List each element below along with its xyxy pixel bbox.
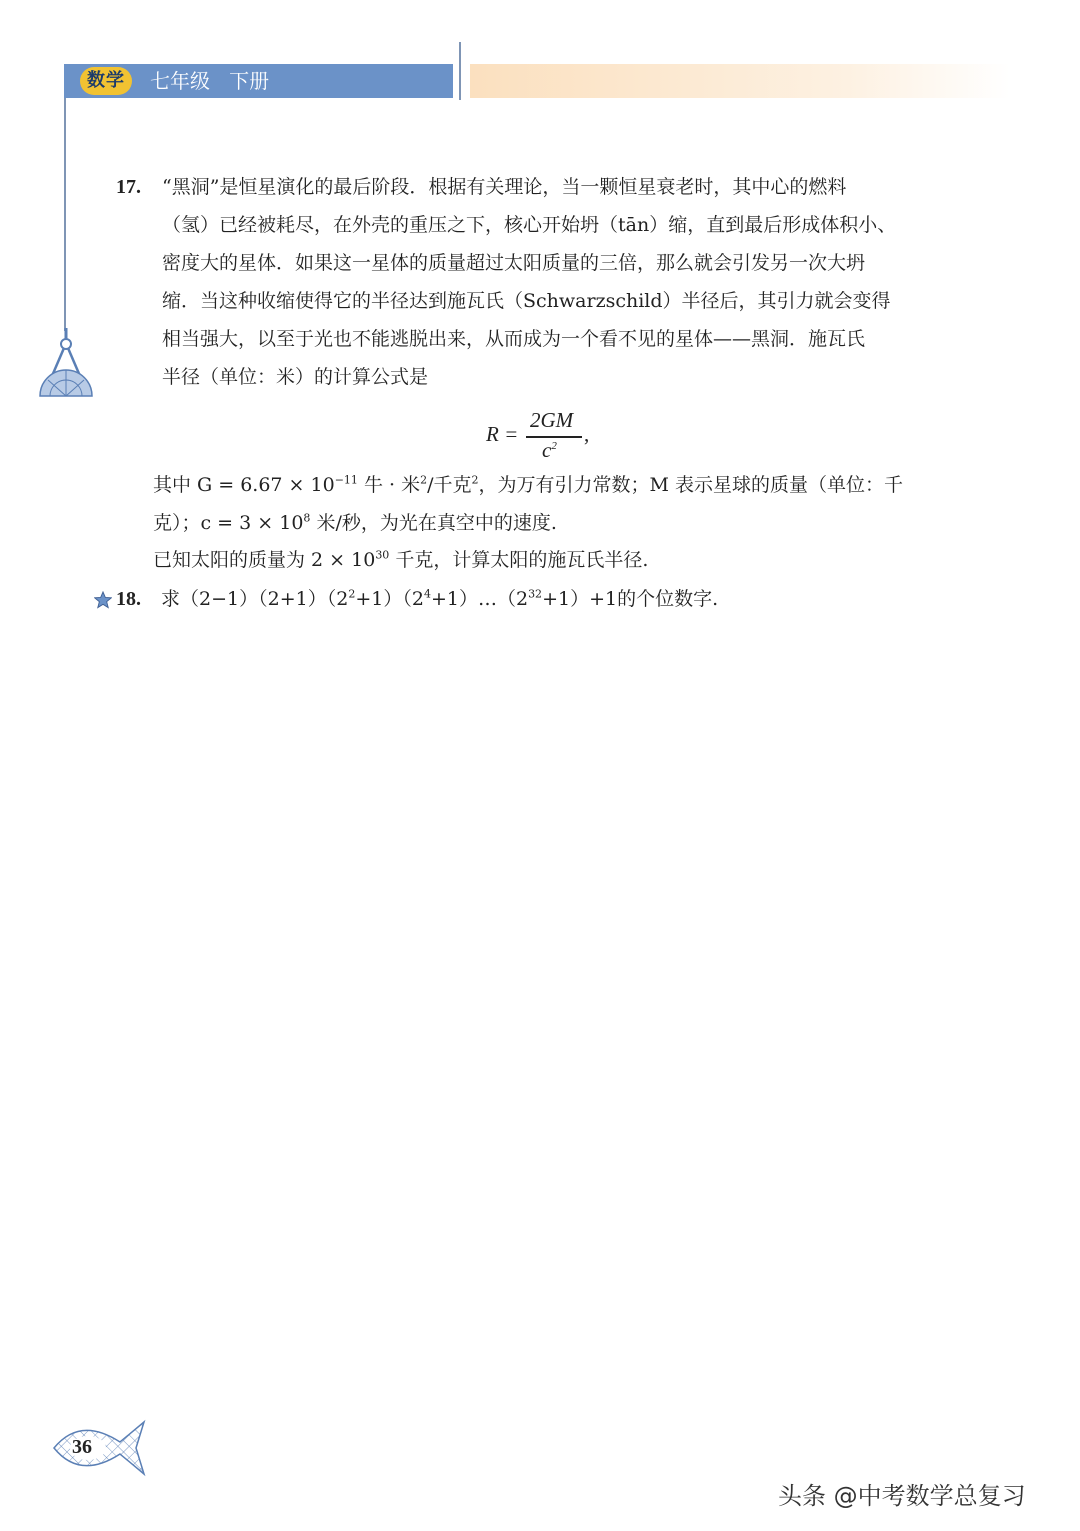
formula-numerator: 2GM [530, 408, 574, 432]
header-gradient-band [470, 64, 1010, 98]
problem-line: 相当强大，以至于光也不能逃脱出来，从而成为一个看不见的星体——黑洞．施瓦氏 [162, 328, 866, 350]
problem-text: 求$(2-1)(2+1)(2^2+1)(2^4+1)\dots(2^{32}+1)+1$的个位数字. [161, 587, 719, 610]
volume-label: 下册 [229, 69, 270, 93]
compass-protractor-icon [38, 326, 94, 398]
star-icon [94, 591, 112, 609]
problem-line: 缩．当这种收缩使得它的半径达到施瓦氏（Schwarzschild）半径后，其引力就会变得 [162, 290, 891, 312]
problem-number: 18. [116, 588, 141, 610]
formula-lhs: R = [486, 422, 519, 446]
problem-line: 密度大的星体．如果这一星体的质量超过太阳质量的三倍，那么就会引发另一次大坍 [162, 252, 866, 274]
problem-18 [116, 583, 718, 615]
watermark: 头条 @中考数学总复习 [778, 1482, 1026, 1510]
problem-line: 半径（单位：米）的计算公式是 [162, 366, 429, 388]
schwarzschild-formula [486, 408, 626, 462]
grade-label: 七年级 [150, 69, 210, 93]
problem-number: 17. [116, 176, 141, 198]
page-number: 36 [72, 1436, 92, 1458]
book-title [150, 68, 269, 94]
constants-line-2: 克）；$c = 3 \times 10^8$ 米/秒，为光在真空中的速度. [153, 511, 557, 534]
problem-17 [116, 168, 976, 396]
margin-line [64, 98, 66, 331]
constants-line-1: 其中 $G = 6.67 \times 10^{-11}$ 牛 · 米$^2$/千克$^2$，为万有引力常数；M 表示星球的质量（单位：千 [153, 473, 903, 496]
problem-line: “黑洞”是恒星演化的最后阶段．根据有关理论，当一颗恒星衰老时，其中心的燃料 [162, 176, 847, 198]
task-line: 已知太阳的质量为 $2 \times 10^{30}$ 千克，计算太阳的施瓦氏半径. [153, 548, 649, 571]
header-divider [459, 42, 461, 100]
problem-line: （氢）已经被耗尽，在外壳的重压之下，核心开始坍（tān）缩，直到最后形成体积小、 [162, 214, 897, 236]
subject-logo: 数学 [80, 67, 132, 95]
formula-comma: , [584, 422, 590, 446]
formula-denominator: $c^2$ [542, 438, 557, 462]
